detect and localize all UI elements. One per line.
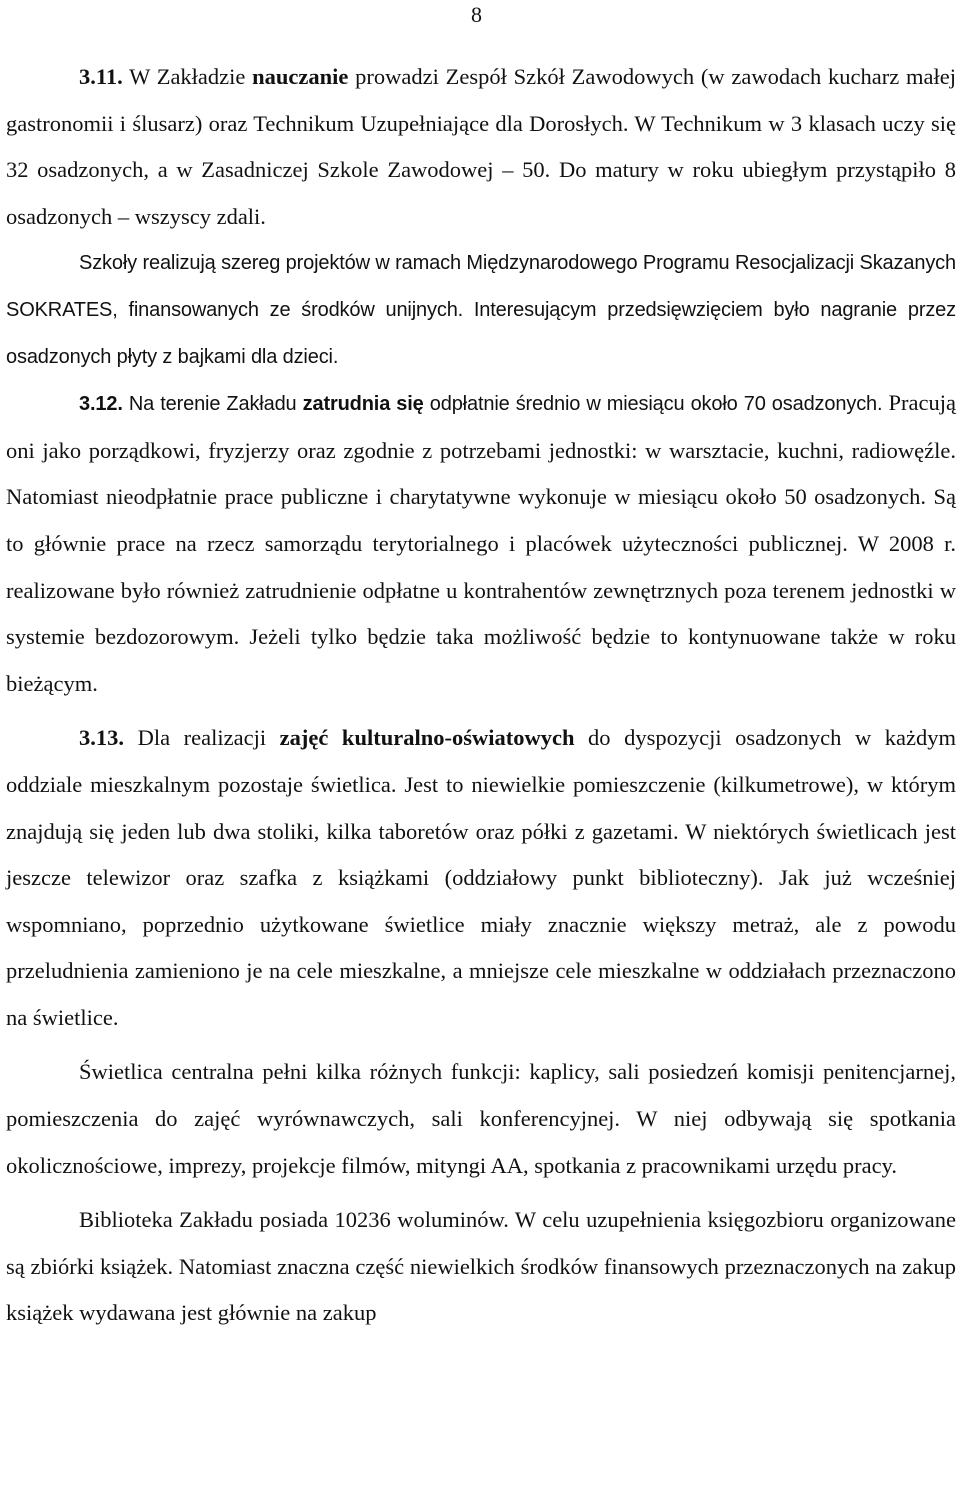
p311-text-1: W Zakładzie <box>122 64 253 89</box>
sokrates-text-1: Szkoły realizują szereg projektów w ramach Międzynarodowego Programu Resocjalizacji Skazanych SOKRATES, finansowanych ze środków unijnych. <box>6 252 956 321</box>
page-number: 8 <box>471 2 482 27</box>
p311-text-2: prowadzi Zespół Szkół Zawodowych (w zawodach kucharz małej gastronomii i ślusarz) oraz Technikum Uzupełniające dla Dorosłych. W Technikum w 3 klasach uczy się 32 osadzonych, a w Zasadniczej Szkole Zawodowej <box>6 64 956 183</box>
p311-dash-1: – <box>502 157 514 183</box>
section-number-3-11: 3.11. <box>79 64 123 89</box>
p313-text-1: Dla realizacji <box>124 725 280 751</box>
p312-text-1: Na terenie Zakładu <box>122 393 303 416</box>
paragraph-swietlica-centralna: Świetlica centralna pełni kilka różnych funkcji: kaplicy, sali posiedzeń komisji penitencjarnej, pomieszczenia do zajęć wyrównawczych, sali konferencyjnej. W niej odbywają się spotkania okolicznościowe, imprezy, projekcje filmów, mityngi AA, spotkania z pracownikami urzędu pracy. <box>6 1059 956 1178</box>
p311-text-4: wszyscy zdali. <box>129 203 266 229</box>
document-body <box>6 54 956 1337</box>
keyword-zajecia-kulturalno-oswiatowe: zajęć kulturalno-oświatowych <box>279 725 575 751</box>
p312-text-2: odpłatnie średnio w miesiącu około 70 osadzonych. <box>423 393 889 416</box>
paragraph-sokrates <box>6 240 956 380</box>
keyword-nauczanie: nauczanie <box>252 64 349 89</box>
section-number-3-12: 3.12. <box>79 393 123 416</box>
p313-text-2: do dyspozycji osadzonych w każdym oddziale mieszkalnym pozostaje świetlica. Jest to niewielkie pomieszczenie (kilkumetrowe), w którym znajdują się jeden lub dwa stoliki, kilka taboretów oraz półki z gazetami. W niektórych świetlicach jest jeszcze telewizor oraz szafka z książkami (oddziałowy punkt biblioteczny). Jak już wcześniej wspomniano, poprzednio użytkowane świetlice miały znacznie większy metraż, ale z powodu przeludnienia zamieniono je na cele mieszkalne, a mniejsze cele mieszkalne w oddziałach przeznaczono na świetlice. <box>6 725 957 1030</box>
paragraph-3-13 <box>6 715 956 1041</box>
paragraph-3-11 <box>6 54 956 240</box>
p311-dash-2: – <box>117 203 130 229</box>
sokrates-text-2: Interesującym przedsięwzięciem było nagranie przez osadzonych płyty z bajkami dla dzieci. <box>6 298 956 368</box>
p311-text-3: 50. Do matury w roku ubiegłym przystąpiło 8 osadzonych <box>6 157 956 229</box>
p312-text-3: Pracują oni jako porządkowi, fryzjerzy oraz zgodnie z potrzebami jednostki: w warsztacie, kuchni, radiowęźle. Natomiast nieodpłatnie prace publiczne i charytatywne wykonuje w miesiącu około 50 osadzonych. Są to głównie prace na rzecz samorządu terytorialnego i placówek użyteczności publicznej. W 2008 r. realizowane było również zatrudnienie odpłatne u kontrahentów zewnętrznych poza terenem jednostki w systemie bezdozorowym. Jeżeli tylko będzie taka możliwość będzie to kontynuowane także w roku bieżącym. <box>6 390 957 696</box>
paragraph-3-12 <box>6 380 956 707</box>
keyword-zatrudnia-sie: zatrudnia się <box>302 393 424 416</box>
section-number-3-13: 3.13. <box>79 725 124 751</box>
paragraph-biblioteka: Biblioteka Zakładu posiada 10236 woluminów. W celu uzupełnienia księgozbioru organizowane są zbiórki książek. Natomiast znaczna część niewielkich środków finansowych przeznaczonych na zakup książek wydawana jest głównie na zakup <box>6 1207 956 1326</box>
